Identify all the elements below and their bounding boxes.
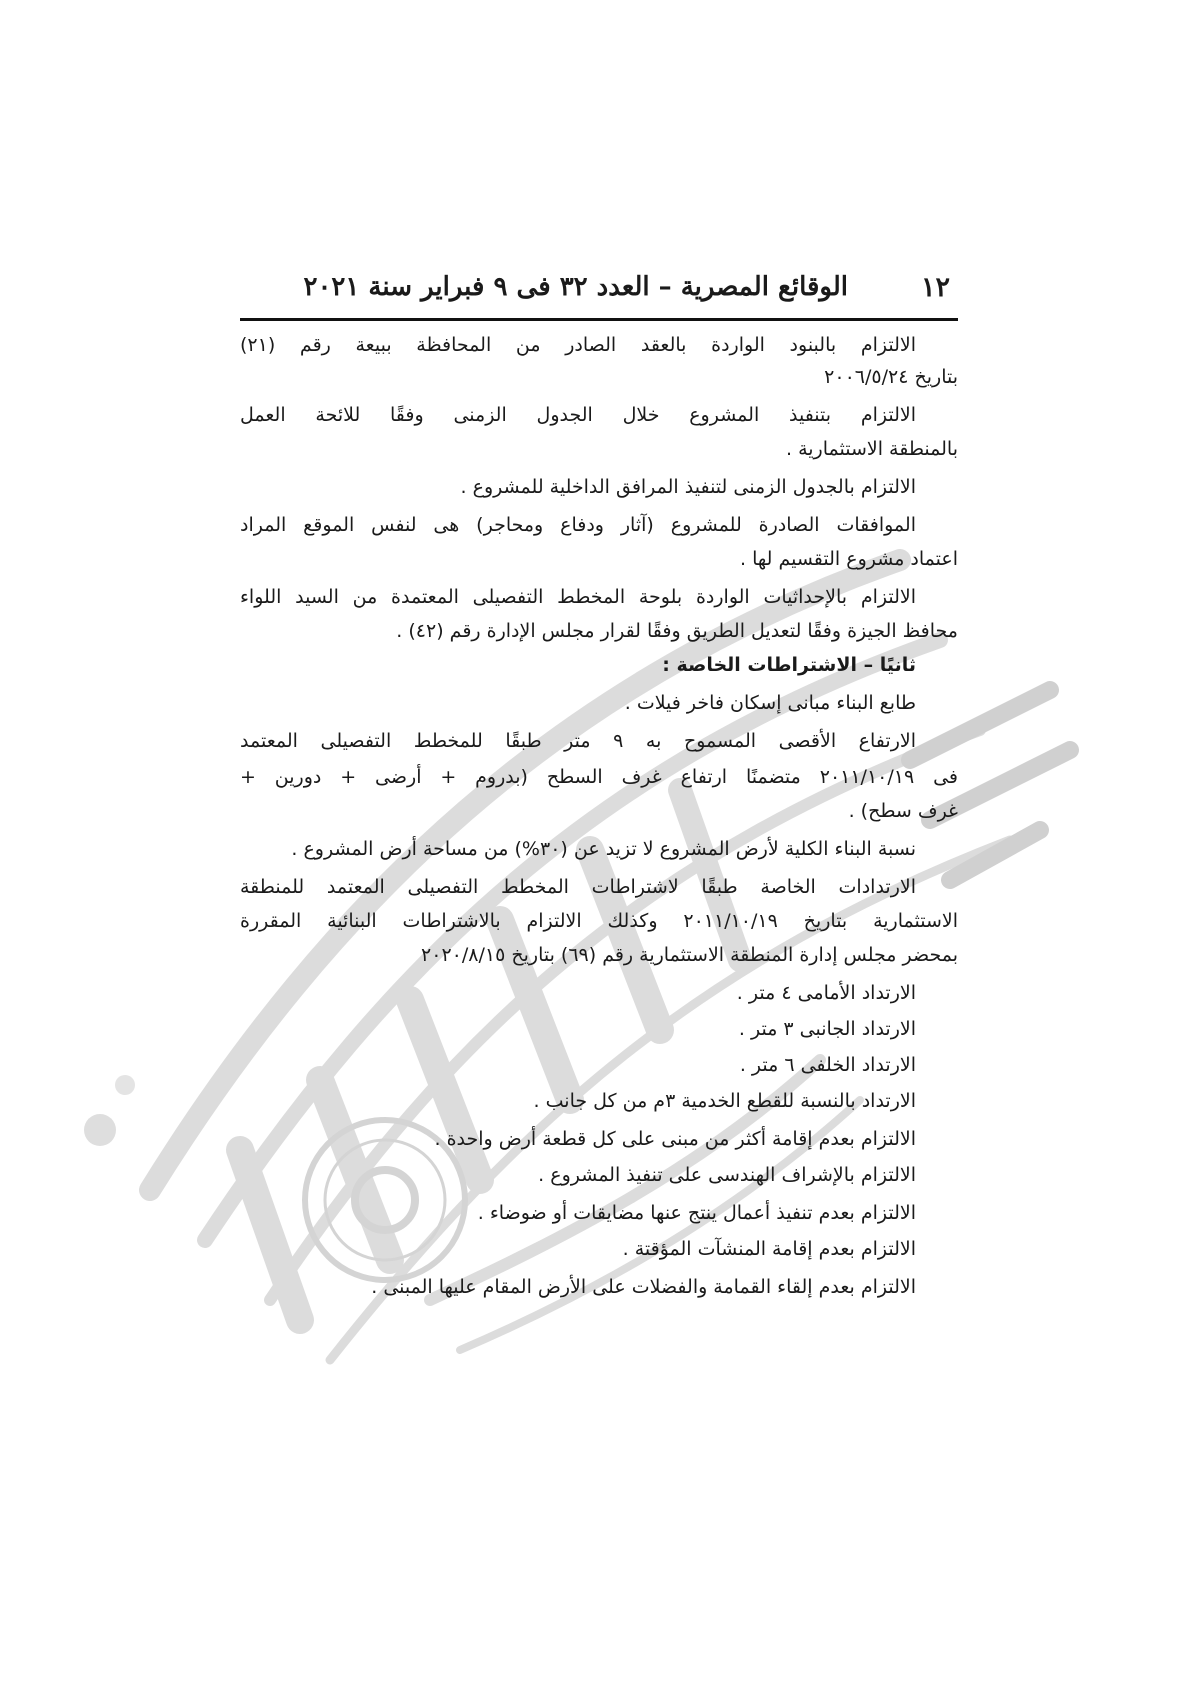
text-line: الالتزام بعدم إقامة المنشآت المؤقتة . <box>622 1238 916 1260</box>
text-line: الارتداد الخلفى ٦ متر . <box>739 1054 916 1076</box>
text-line: غرف سطح) . <box>848 800 958 822</box>
text-line: الالتزام بالبنود الواردة بالعقد الصادر من المحافظة ببيعة رقم (٢١) <box>240 334 916 356</box>
text-line: الارتداد بالنسبة للقطع الخدمية ٣م من كل جانب . <box>533 1090 916 1112</box>
section-heading: ثانيًا – الاشتراطات الخاصة : <box>662 654 916 676</box>
gazette-issue-title: الوقائع المصرية – العدد ٣٢ فى ٩ فبراير سنة ٢٠٢١ <box>303 272 848 302</box>
text-line: اعتماد مشروع التقسيم لها . <box>740 548 958 570</box>
text-line: الارتداد الأمامى ٤ متر . <box>736 982 916 1004</box>
text-line: الارتفاع الأقصى المسموح به ٩ متر طبقًا للمخطط التفصيلى المعتمد <box>240 730 916 752</box>
text-line: الالتزام بعدم إقامة أكثر من مبنى على كل قطعة أرض واحدة . <box>434 1128 916 1150</box>
text-line: الالتزام بتنفيذ المشروع خلال الجدول الزمنى وفقًا للائحة العمل <box>240 404 916 426</box>
page-number: ١٢ <box>920 272 950 303</box>
text-line: الاستثمارية بتاريخ ٢٠١١/١٠/١٩ وكذلك الالتزام بالاشتراطات البنائية المقررة <box>240 910 959 932</box>
text-line: الالتزام بعدم إلقاء القمامة والفضلات على الأرض المقام عليها المبنى . <box>371 1276 916 1298</box>
text-line: الموافقات الصادرة للمشروع (آثار ودفاع ومحاجر) هى لنفس الموقع المراد <box>240 514 916 536</box>
text-line: نسبة البناء الكلية لأرض المشروع لا تزيد عن (٣٠%) من مساحة أرض المشروع . <box>291 838 916 860</box>
header-divider <box>240 318 958 321</box>
text-line: الالتزام بالجدول الزمنى لتنفيذ المرافق الداخلية للمشروع . <box>460 476 916 498</box>
text-line: الالتزام بالإحداثيات الواردة بلوحة المخطط التفصيلى المعتمدة من السيد اللواء <box>240 586 916 608</box>
text-line: بالمنطقة الاستثمارية . <box>785 438 958 460</box>
text-line: فى ٢٠١١/١٠/١٩ متضمنًا ارتفاع غرف السطح (بدروم + أرضى + دورين + <box>240 766 958 788</box>
text-line: الارتدادات الخاصة طبقًا لاشتراطات المخطط التفصيلى المعتمد للمنطقة <box>240 876 916 898</box>
text-line: بتاريخ ٢٠٠٦/٥/٢٤ <box>824 366 958 388</box>
page-header <box>240 262 958 318</box>
text-line: بمحضر مجلس إدارة المنطقة الاستثمارية رقم (٦٩) بتاريخ ٢٠٢٠/٨/١٥ <box>421 944 958 966</box>
text-line: الارتداد الجانبى ٣ متر . <box>738 1018 916 1040</box>
text-line: الالتزام بالإشراف الهندسى على تنفيذ المشروع . <box>538 1164 916 1186</box>
text-line: الالتزام بعدم تنفيذ أعمال ينتج عنها مضايقات أو ضوضاء . <box>477 1202 916 1224</box>
text-line: طابع البناء مبانى إسكان فاخر فيلات . <box>624 692 916 714</box>
text-line: محافظ الجيزة وفقًا لتعديل الطريق وفقًا لقرار مجلس الإدارة رقم (٤٢) . <box>396 620 958 642</box>
